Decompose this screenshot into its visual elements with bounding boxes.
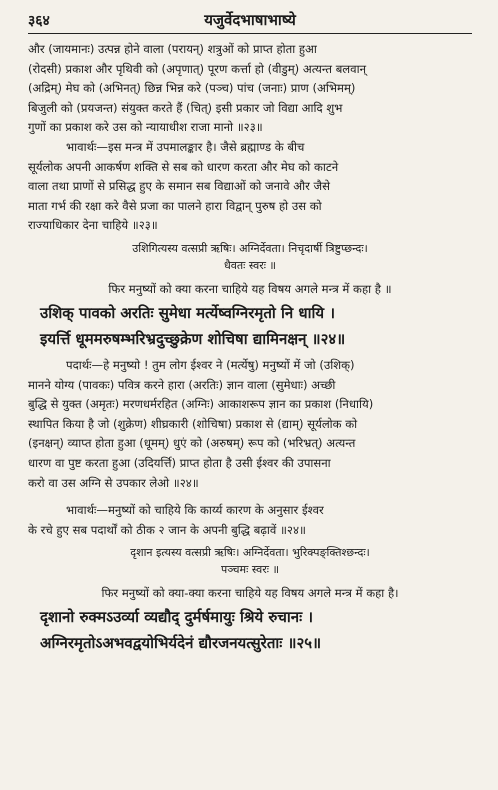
verse-line: अग्निरमृतोऽअभवद्वयोभिर्यदेनं द्यौरजनयत्सुरेताः ॥२५॥ <box>40 634 322 653</box>
text-line: स्थापित किया है जो (शुक्रेण) शीघ्रकारी (शोचिषा) प्रकाश से (द्याम्) सूर्यलोक को <box>28 416 358 431</box>
svara-line: धैवतः स्वरः ॥ <box>223 258 277 272</box>
text-line: बिजुली को (प्रयजन्त) संयुक्त करते हैं (चित्) इसी प्रकार जो विद्या आदि शुभ <box>28 100 343 115</box>
svara-line: पञ्चमः स्वरः ॥ <box>220 563 280 577</box>
verse-line: दृशानो रुक्मऽउर्व्या व्यद्यौद् दुर्मर्षमायुः श्रिये रुचानः । <box>40 608 314 627</box>
text-line: मानने योग्य (पावकः) पवित्र करने हारा (अरतिः) ज्ञान वाला (सुमेधाः) अच्छी <box>28 377 336 392</box>
text-line: करो वा उस अग्नि से उपकार लेओ ॥२४॥ <box>28 475 199 490</box>
text-line: वाला तथा प्राणों से प्रसिद्ध हुए के समान सब विद्याओं को जनावे और जैसे <box>28 179 330 194</box>
text-line: सूर्यलोक अपनी आकर्षण शक्ति से सब को धारण करता और मेघ को काटने <box>28 159 339 174</box>
verse-line: इयर्त्ति धूममरुषम्भरिभ्रदुच्छुक्रेण शोचिषा द्यामिनक्षन् ॥२४॥ <box>40 329 346 348</box>
text-line: पदार्थः—हे मनुष्यो ! तुम लोग ईश्वर ने (मर्त्येषु) मनुष्यों में जो (उशिक्) <box>66 357 355 372</box>
page-number: ३६४ <box>28 13 50 29</box>
padartha-paragraph <box>28 356 472 493</box>
text-line: (अद्रिम्) मेघ को (अभिनत्) छिन्न भिन्न करे (पञ्च) पांच (जनाः) प्राण (अभिमम्) <box>28 81 356 96</box>
text-line: राज्याधिकार देना चाहिये ॥२३॥ <box>28 218 158 233</box>
padartha-continuation <box>28 40 472 138</box>
text-line: धारण वा पुष्ट करता हुआ (उदियर्त्ति) प्राप्त होता है उसी ईश्वर की उपासना <box>28 455 331 470</box>
text-line: के रचे हुए सब पदार्थों को ठीक २ जान के अपनी बुद्धि बढ़ावें ॥२४॥ <box>28 522 306 537</box>
mantra-metadata <box>28 544 472 578</box>
mantra-intro: फिर मनुष्यों को क्या-क्या करना चाहिये यह विषय अगले मन्त्र में कहा है। <box>101 586 399 601</box>
rishi-devata-line: दृशान इत्यस्य वत्सप्री ऋषिः। अग्निर्देवता। भुरिक्पङ्क्तिश्छन्दः। <box>130 546 370 560</box>
mantra-metadata <box>28 240 472 274</box>
bhavartha-paragraph <box>28 501 472 540</box>
bhavartha-paragraph <box>28 138 472 236</box>
text-line: भावार्थः—मनुष्यों को चाहिये कि कार्य्य कारण के अनुसार ईश्वर <box>66 503 324 518</box>
text-line: बुद्धि से युक्त (अमृतः) मरणधर्मरहित (अग्निः) आकाशरूप ज्ञान का प्रकाश (निधायि) <box>28 397 374 412</box>
text-line: माता गर्भ की रक्षा करे वैसे प्रजा का पालने हारा विद्वान् पुरुष हो उस को <box>28 198 322 213</box>
text-line: भावार्थः—इस मन्त्र में उपमालङ्कार है। जैसे ब्रह्माण्ड के बीच <box>66 139 305 154</box>
mantra-verse <box>40 604 472 656</box>
running-title: यजुर्वेदभाषाभाष्ये <box>204 11 296 29</box>
mantra-intro: फिर मनुष्यों को क्या करना चाहिये यह विषय अगले मन्त्र में कहा है ॥ <box>108 281 392 296</box>
text-line: (इनक्षन्) व्याप्त होता हुआ (धूमम्) धुएं को (अरुषम्) रूप को (भरिभ्रत्) अत्यन्त <box>28 436 356 451</box>
rishi-devata-line: उशिगित्यस्य वत्सप्री ऋषिः। अग्निर्देवता। निचृदार्षी त्रिष्टुप्छन्दः। <box>132 241 368 255</box>
verse-line: उशिक् पावको अरतिः सुमेधा मर्त्येष्वग्निरमृतो नि धायि । <box>40 303 336 322</box>
mantra-verse <box>40 300 472 352</box>
text-line: और (जायमानः) उत्पन्न होने वाला (परायन्) शत्रुओं को प्राप्त होता हुआ <box>28 42 317 56</box>
text-line: गुणों का प्रकाश करे उस को न्यायाधीश राजा मानो ॥२३॥ <box>28 120 263 135</box>
text-line: (रोदसी) प्रकाश और पृथिवी को (अपृणात्) पूरण कर्त्ता हो (वीडुम्) अत्यन्त बलवान् <box>28 61 367 76</box>
page-header <box>28 10 472 34</box>
